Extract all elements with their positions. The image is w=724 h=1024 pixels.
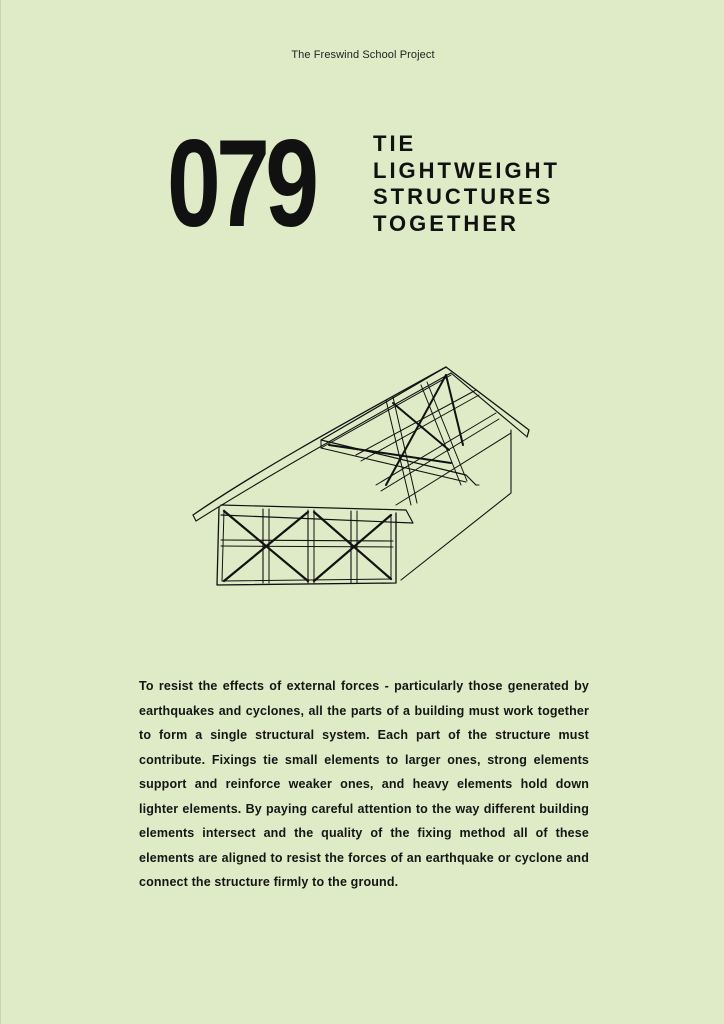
pattern-title-line: TIE bbox=[373, 131, 417, 156]
pattern-title-line: TOGETHER bbox=[373, 210, 519, 236]
braced-building-sketch-icon bbox=[181, 345, 551, 610]
description-paragraph: To resist the effects of external forces - particularly those generated by earthquakes and cyclones, all the parts of a building must work together to form a single structural system. Each part of the structure must contribute. Fixings tie small elements to larger ones, strong elements support and reinforce weaker ones, and heavy elements hold down lighter elements. By paying careful attention to the way different building elements intersect and the quality of the fixing method all of these elements are aligned to resist the forces of an earthquake or cyclone and connect the structure firmly to the ground. bbox=[139, 679, 589, 889]
pattern-number: 079 bbox=[167, 115, 315, 253]
pattern-title-line: STRUCTURES bbox=[373, 184, 554, 209]
pattern-title-line: LIGHTWEIGHT bbox=[373, 157, 560, 183]
project-header: The Freswind School Project bbox=[291, 49, 435, 61]
pattern-title bbox=[373, 131, 560, 237]
